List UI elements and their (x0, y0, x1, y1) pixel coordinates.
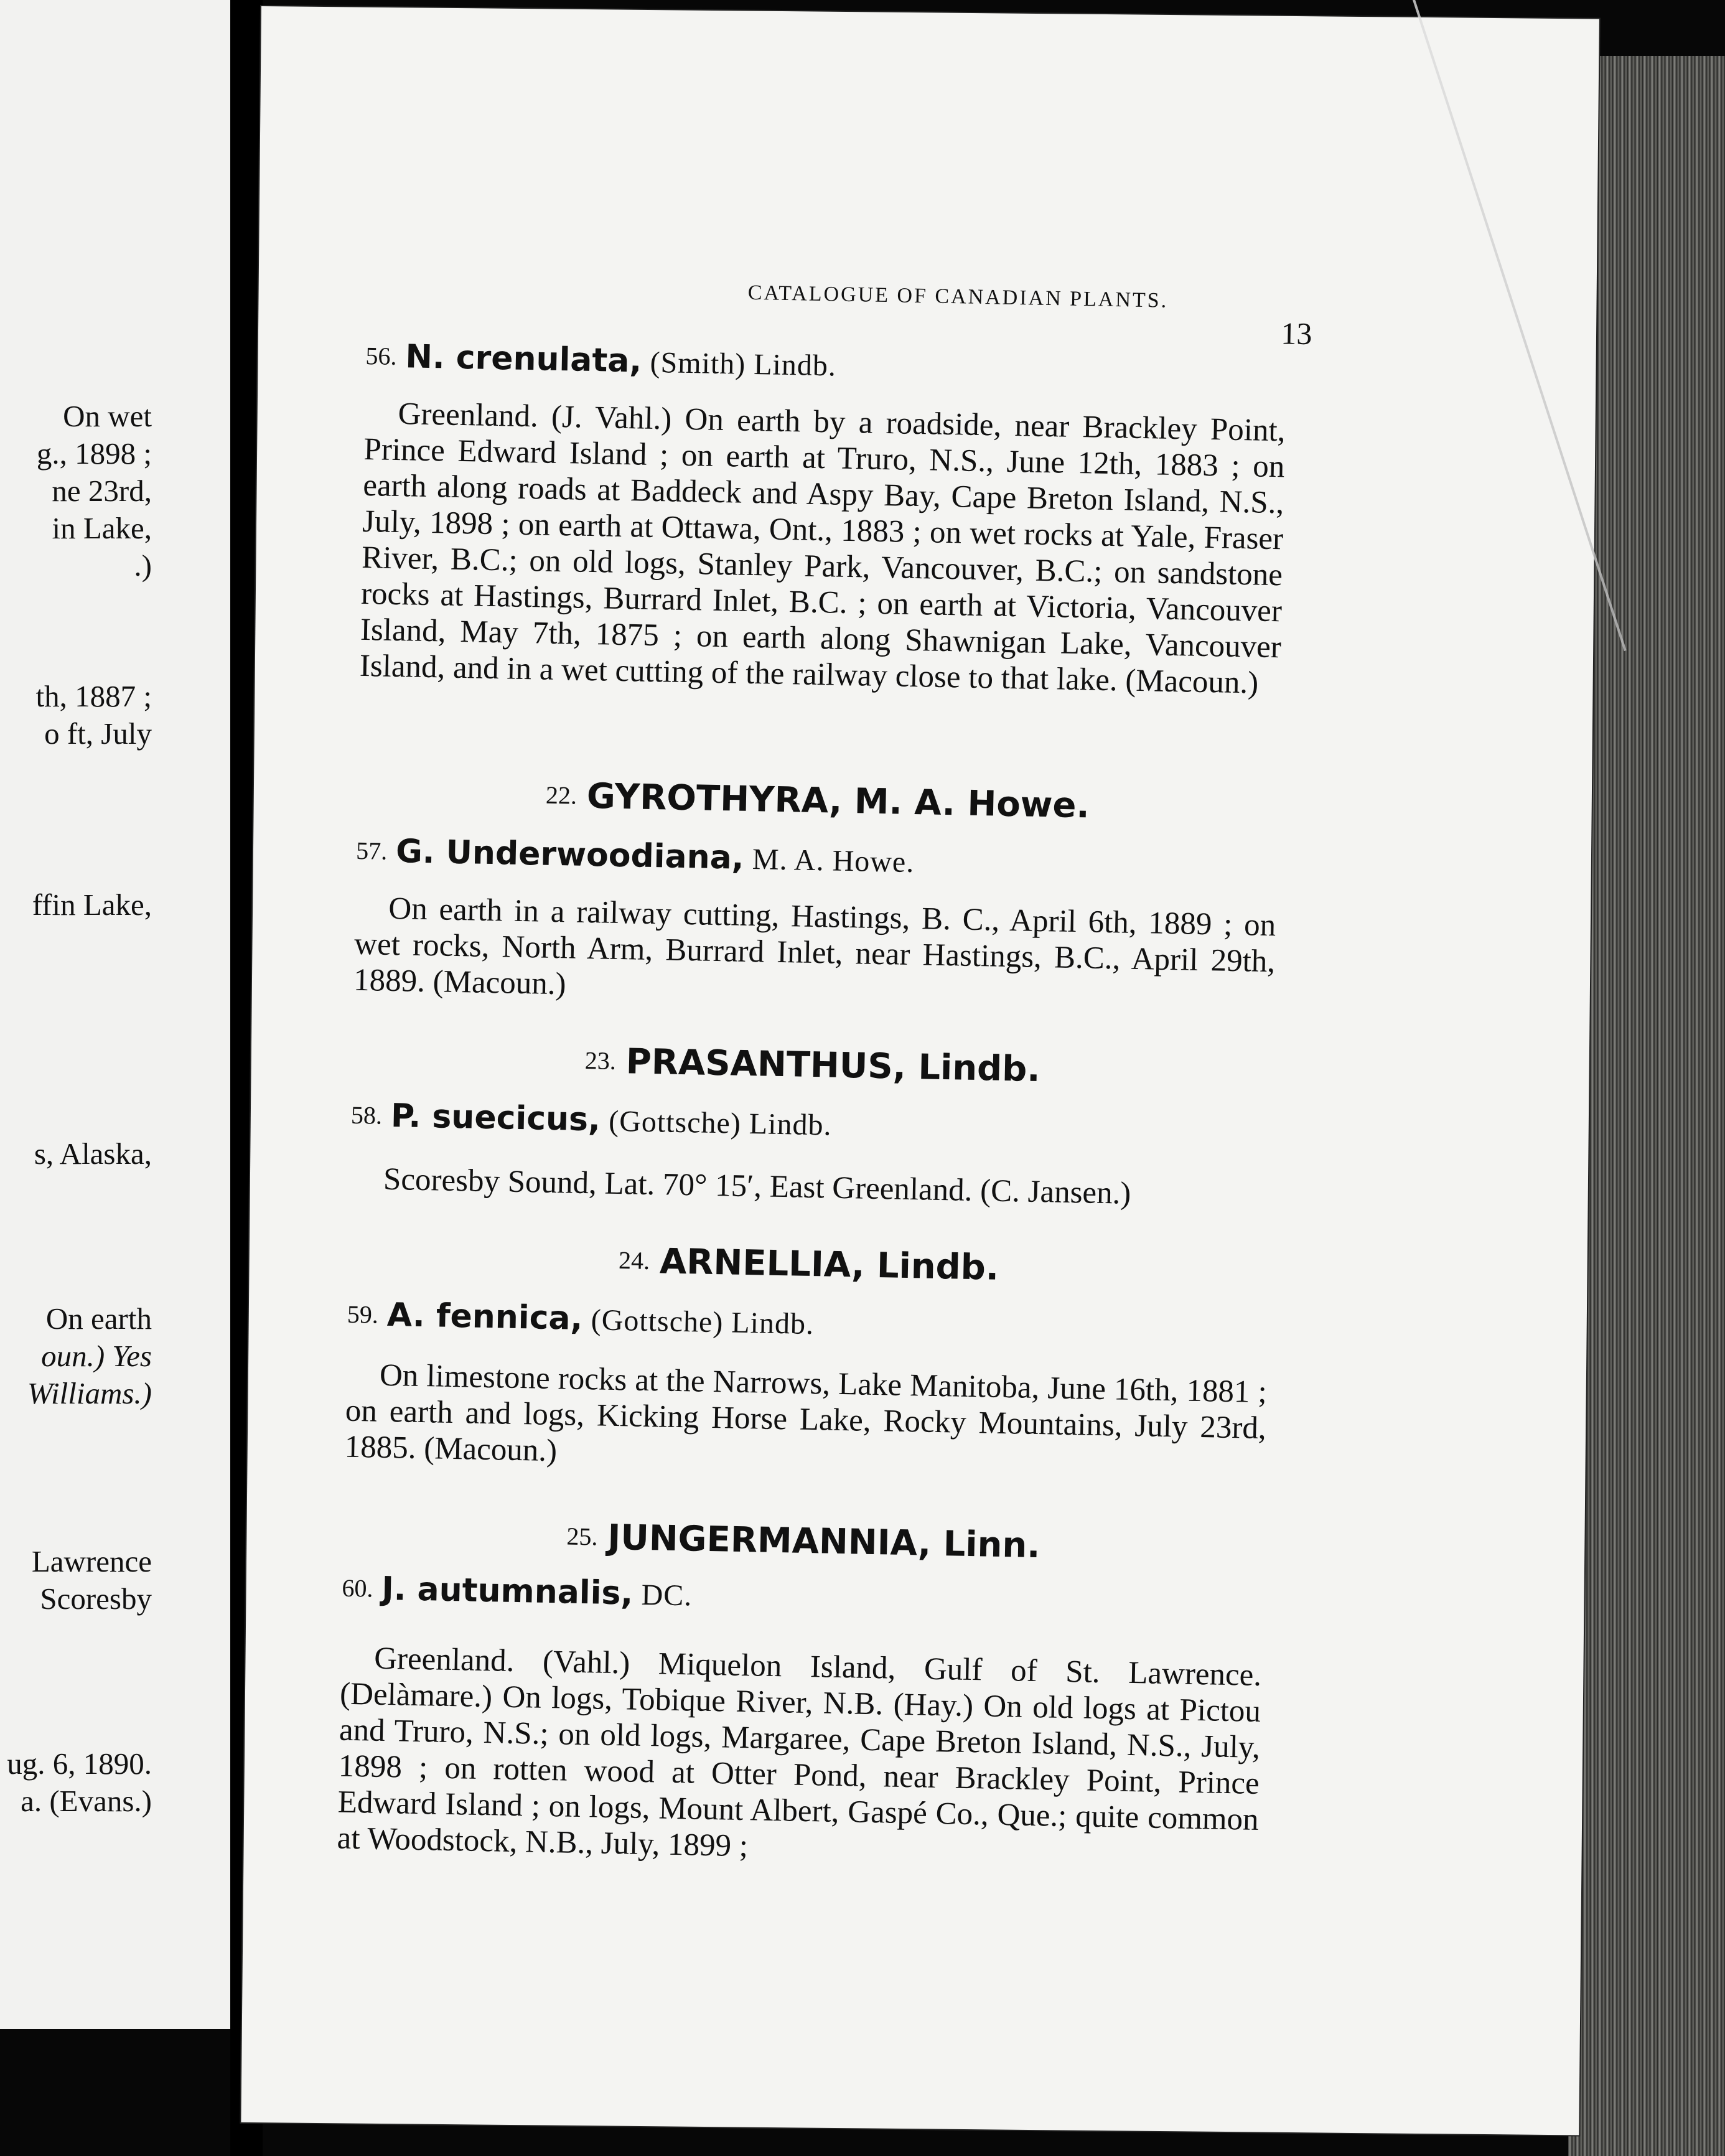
left-fragment: .) (134, 548, 152, 583)
page-number: 13 (1280, 316, 1312, 352)
left-fragment: s, Alaska, (34, 1137, 152, 1171)
species-name: J. autumnalis, (381, 1570, 633, 1613)
species-localities: On earth in a railway cutting, Hastings, B. C., April 6th, 1889 ; on wet rocks, North Arm, Burrard Inlet, near Hastings, B.C., April 29th, 1889. (Macoun.) (353, 891, 1276, 1002)
genus-number: 22. (545, 780, 577, 810)
species-authority: DC. (641, 1578, 693, 1613)
genus-name: ARNELLIA, Lindb. (659, 1241, 999, 1288)
left-fragment: Williams.) (27, 1376, 152, 1410)
species-authority: M. A. Howe. (752, 843, 915, 879)
left-fragment: Lawrence (31, 1544, 152, 1578)
genus-number: 25. (566, 1522, 598, 1551)
genus-number: 24. (618, 1246, 650, 1275)
left-fragment: th, 1887 ; (35, 679, 152, 713)
species-localities: On limestone rocks at the Narrows, Lake Manitoba, June 16th, 1881 ; on earth and logs, Kicking Horse Lake, Rocky Mountains, July 23rd, 1885. (Macoun.) (344, 1357, 1268, 1469)
species-localities: Greenland. (J. Vahl.) On earth by a roadside, near Brackley Point, Prince Edward Island ; on earth at Truro, N.S., June 12th, 1883 ; on earth along roads at Baddeck and Aspy Bay, Cape Breton Island, N.S., July, 1898 ; on earth at Ottawa, Ont., 1883 ; on wet rocks at Yale, Fraser River, B.C.; on old logs, Stanley Park, Vancouver, B.C.; on sandstone rocks at Hastings, Burrard Inlet, B.C. ; on earth at Victoria, Vancouver Island, May 7th, 1875 ; on earth along Shawnigan Lake, Vancouver Island, and in a wet cutting of the railway close to that lake. (Macoun.) (359, 396, 1286, 701)
left-fragment: On earth (45, 1301, 152, 1336)
left-fragment: ne 23rd, (52, 474, 152, 508)
running-title: CATALOGUE OF CANADIAN PLANTS. (747, 281, 1169, 312)
species-number: 57. (355, 836, 388, 865)
species-name: A. fennica, (386, 1296, 583, 1338)
species-number: 56. (365, 341, 397, 370)
genus-name: JUNGERMANNIA, Linn. (607, 1517, 1041, 1567)
genus-number: 23. (584, 1046, 617, 1075)
left-fragment: Scoresby (40, 1582, 152, 1616)
left-page (0, 0, 230, 2029)
genus-name: PRASANTHUS, Lindb. (625, 1041, 1041, 1090)
species-name: G. Underwoodiana, (395, 833, 745, 877)
species-authority: (Gottsche) Lindb. (591, 1303, 815, 1341)
species-name: P. suecicus, (390, 1097, 601, 1139)
species-number: 58. (350, 1100, 383, 1130)
left-fragment: g., 1898 ; (36, 436, 152, 471)
species-localities: Greenland. (Vahl.) Miquelon Island, Gulf of St. Lawrence. (Delàmare.) On logs, Tobique River, N.B. (Hay.) On old logs at Pictou and Truro, N.S.; on old logs, Margaree, Cape Breton Island, N.S., July, 1898 ; on rotten wood at Otter Pond, near Brackley Point, Prince Edward Island ; on logs, Mount Albert, Gaspé Co., Que.; quite common at Woodstock, N.B., July, 1899 ; (337, 1641, 1262, 1864)
left-fragment: ug. 6, 1890. (7, 1746, 152, 1781)
left-fragment: o ft, July (44, 716, 152, 751)
species-number: 59. (347, 1300, 379, 1329)
species-authority: (Smith) Lindb. (650, 345, 837, 383)
species-number: 60. (342, 1573, 373, 1603)
left-fragment: in Lake, (52, 511, 152, 545)
left-fragment: On wet (63, 399, 152, 433)
left-fragment (41, 1338, 152, 1374)
species-authority: (Gottsche) Lindb. (608, 1104, 832, 1142)
left-fragment: ffin Lake, (32, 888, 152, 922)
genus-name: GYROTHYRA, M. A. Howe. (586, 776, 1090, 827)
species-name: N. crenulata, (404, 338, 642, 380)
left-fragment-text: oun.) Yes (41, 1339, 152, 1373)
species-localities: Scoresby Sound, Lat. 70° 15′, East Greenland. (C. Jansen.) (383, 1161, 1131, 1211)
left-fragment: a. (Evans.) (21, 1784, 152, 1818)
